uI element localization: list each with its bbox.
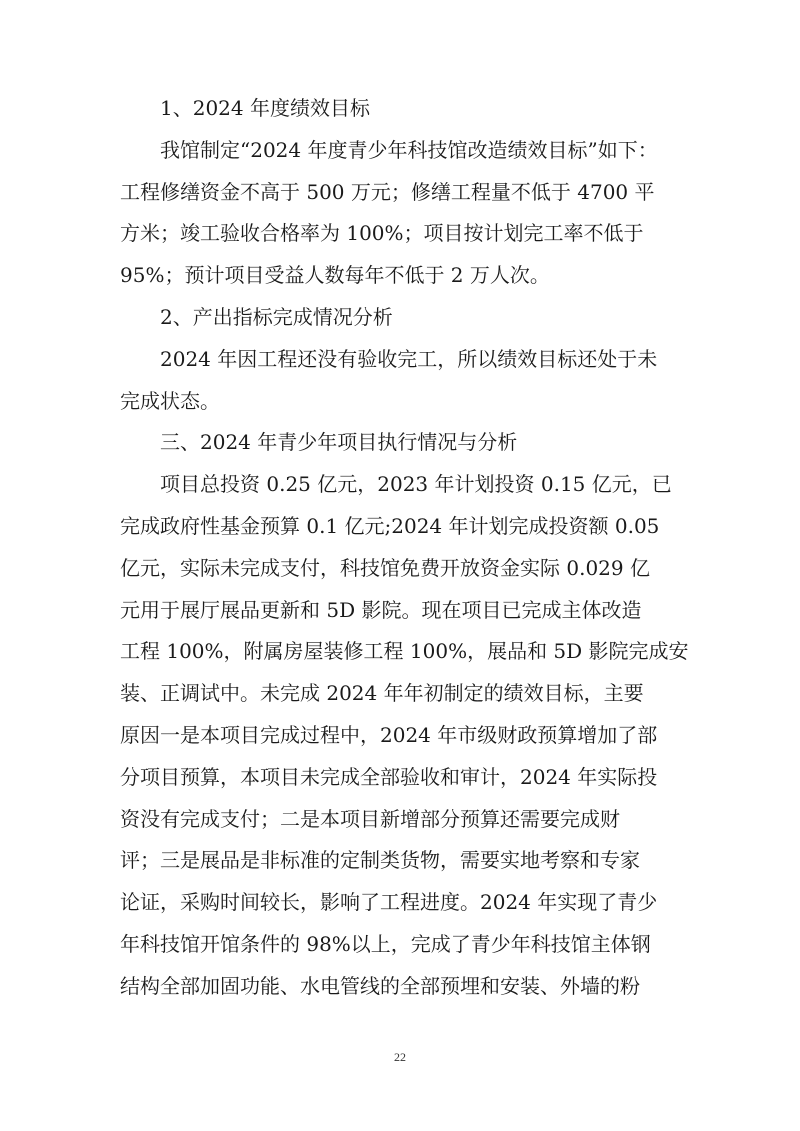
text-line: 方米；竣工验收合格率为 100%；项目按计划完工率不低于 — [120, 221, 644, 246]
text-line: 项目总投资 0.25 亿元，2023 年计划投资 0.15 亿元，已 — [120, 472, 672, 497]
text-line: 工程 100%，附属房屋装修工程 100%，展品和 5D 影院完成安 — [120, 639, 689, 664]
text-line: 亿元，实际未完成支付，科技馆免费开放资金实际 0.029 亿 — [120, 555, 650, 580]
text-line-heading-performance-goal: 1、2024 年度绩效目标 — [120, 96, 370, 120]
text-line: 95%；预计项目受益人数每年不低于 2 万人次。 — [120, 263, 550, 288]
page-number: 22 — [394, 1050, 406, 1064]
text-line: 年科技馆开馆条件的 98%以上，完成了青少年科技馆主体钢 — [120, 931, 651, 956]
text-line: 论证，采购时间较长，影响了工程进度。2024 年实现了青少 — [120, 890, 658, 915]
text-line: 完成状态。 — [120, 388, 220, 413]
text-line: 完成政府性基金预算 0.1 亿元;2024 年计划完成投资额 0.05 — [120, 513, 660, 538]
text-line: 工程修缮资金不高于 500 万元；修缮工程量不低于 4700 平 — [120, 179, 655, 204]
text-line: 分项目预算，本项目未完成全部验收和审计，2024 年实际投 — [120, 764, 658, 789]
text-line-heading-execution-analysis: 三、2024 年青少年项目执行情况与分析 — [120, 430, 518, 455]
text-line-heading-output-analysis: 2、产出指标完成情况分析 — [120, 304, 393, 329]
text-line: 评；三是展品是非标准的定制类货物，需要实地考察和专家 — [120, 848, 640, 873]
text-line: 元用于展厅展品更新和 5D 影院。现在项目已完成主体改造 — [120, 597, 642, 622]
text-line: 原因一是本项目完成过程中，2024 年市级财政预算增加了部 — [120, 722, 658, 747]
text-line: 装、正调试中。未完成 2024 年年初制定的绩效目标，主要 — [120, 681, 644, 706]
text-line: 我馆制定“2024 年度青少年科技馆改造绩效目标”如下： — [120, 137, 658, 162]
text-line: 结构全部加固功能、水电管线的全部预埋和安装、外墙的粉 — [120, 973, 640, 998]
text-line: 2024 年因工程还没有验收完工，所以绩效目标还处于未 — [120, 346, 658, 371]
body-text — [120, 88, 689, 1008]
text-line: 资没有完成支付；二是本项目新增部分预算还需要完成财 — [120, 806, 620, 831]
